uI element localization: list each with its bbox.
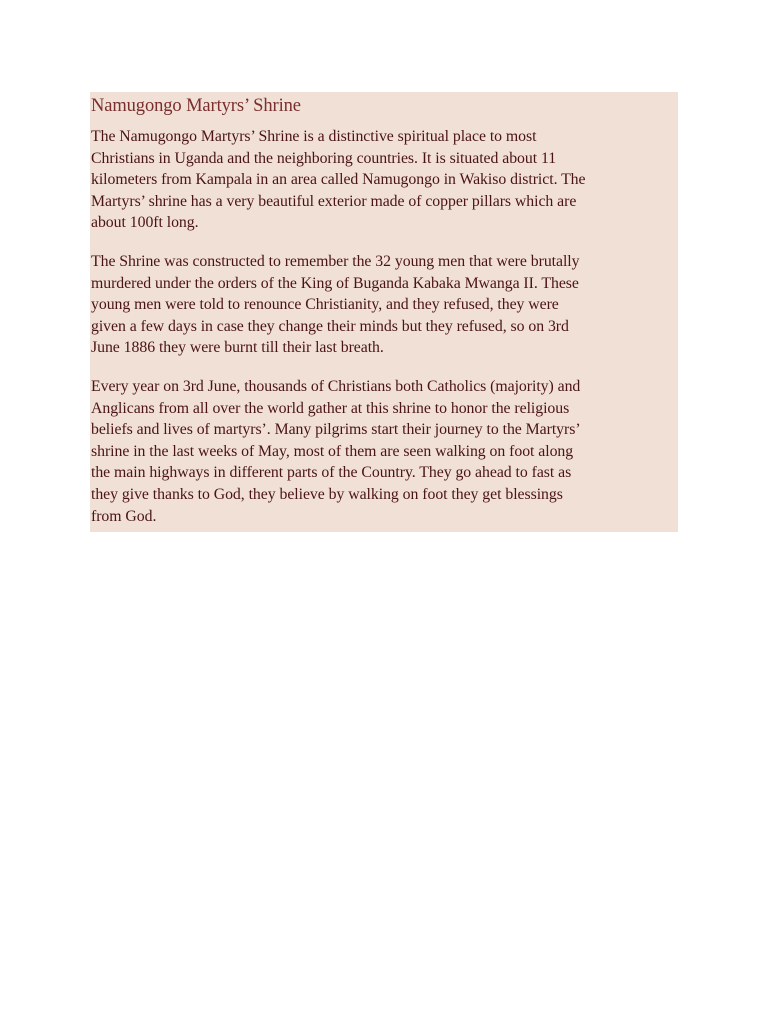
article-paragraph-2: The Shrine was constructed to remember the 32 young men that were brutally murdered under the orders of the King of Buganda Kabaka Mwanga II. These young men were told to renounce Christianity, and they refused, they were given a few days in case they change their minds but they refused, so on 3rd June 1886 they were burnt till their last breath. <box>91 252 580 357</box>
article-paragraph-3: Every year on 3rd June, thousands of Christians both Catholics (majority) and Anglicans from all over the world gather at this shrine to honor the religious beliefs and lives of martyrs’. Many pilgrims start their journey to the Martyrs’ shrine in the last weeks of May, most of them are seen walking on foot along the main highways in different parts of the Country. They go ahead to fast as they give thanks to God, they believe by walking on foot they get blessings from God. <box>91 377 581 525</box>
article-panel <box>90 92 678 532</box>
article-title: Namugongo Martyrs’ Shrine <box>91 96 301 116</box>
article-paragraph-1: The Namugongo Martyrs’ Shrine is a distinctive spiritual place to most Christians in Uganda and the neighboring countries. It is situated about 11 kilometers from Kampala in an area called Namugongo in Wakiso district. The Martyrs’ shrine has a very beautiful exterior made of copper pillars which are about 100ft long. <box>91 128 586 232</box>
